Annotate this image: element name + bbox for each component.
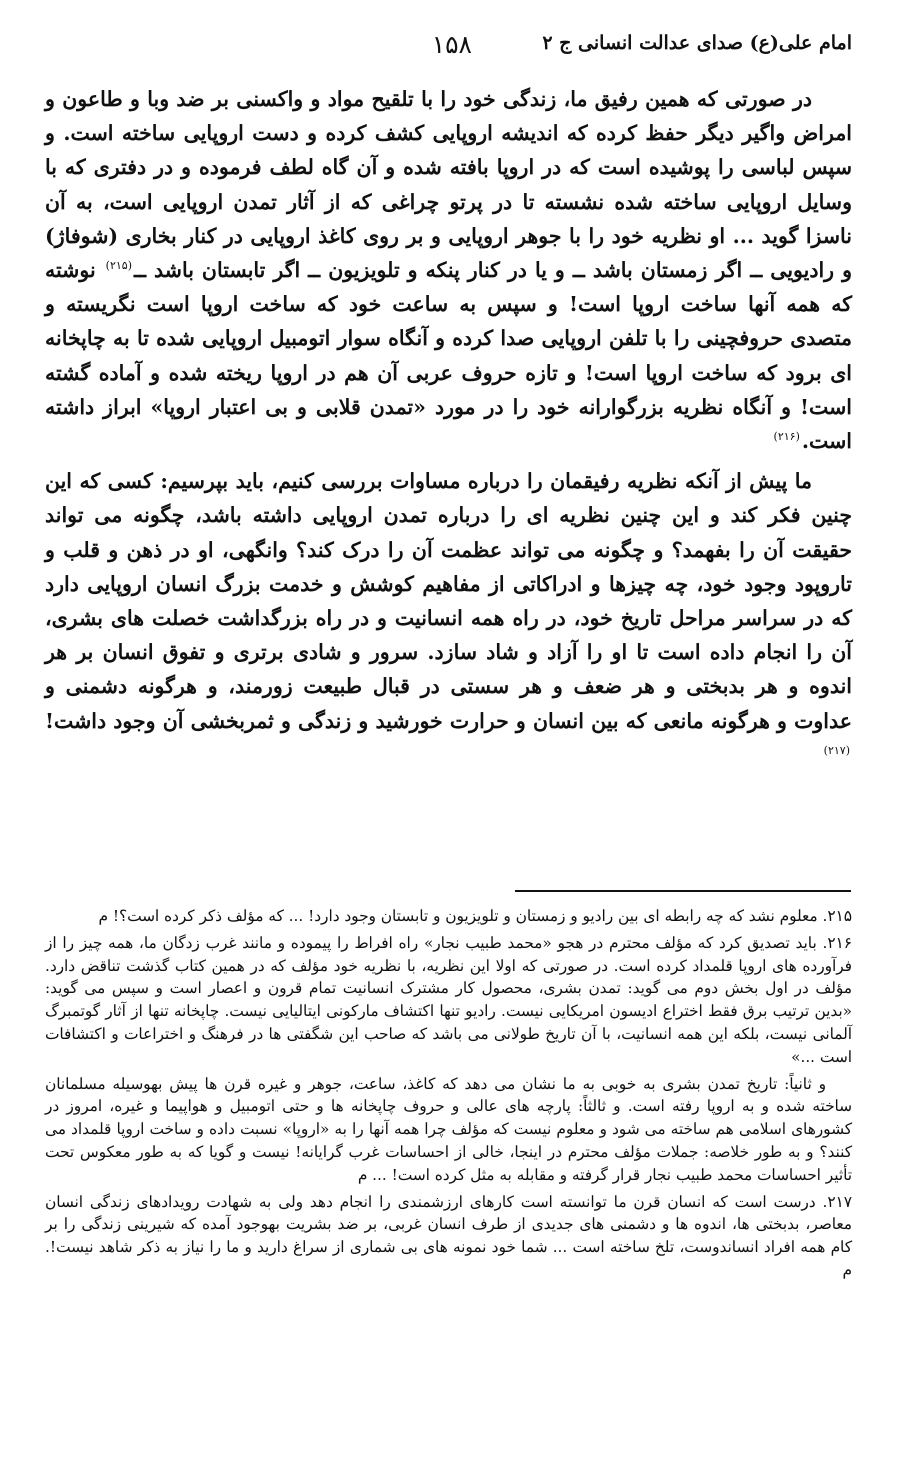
- paragraph-1: [45, 82, 852, 458]
- running-title: امام علی(ع) صدای عدالت انسانی ج ۲: [542, 32, 852, 54]
- paragraph-1-part-a: در صورتی که همین رفیق ما، زندگی خود را با تلقیح مواد و واکسنی بر ضد وبا و طاعون و امراض واگیر دیگر حفظ کرده که اندیشه اروپایی کشف کرده و دست اروپایی ساخته است. و سپس لباسی را پوشیده است که در اروپا بافته شده و آن گاه لطف فرموده و در دفتری که با وسایل اروپایی ساخته شده نشسته تا در پرتو چراغی که از آثار تمدن اروپایی است، به آن ناسزا گوید ... او نظریه خود را با جوهر اروپایی و بر روی کاغذ اروپایی در کنار بخاری (شوفاژ) و رادیویی ــ اگر زمستان باشد ــ و یا در کنار پنکه و تلویزیون ــ اگر تابستان باشد ــ: [45, 87, 852, 283]
- footnote-ref-217: (۲۱۷): [823, 744, 850, 758]
- paragraph-2: [45, 464, 852, 772]
- footnote-216-continued: و ثانیاً: تاریخ تمدن بشری به خوبی به ما نشان می دهد که کاغذ، ساعت، جوهر و غیره قرن ها پیش بهوسیله مسلمانان ساخته شده و به اروپا رفته است. و ثالثاً: پارچه های عالی و حروف چاپخانه ها و حتی اتومبیل و هواپیما و غیره، امروز در کشورهای اسلامی هم ساخته می شود و معلوم نیست که مؤلف چرا همه آنها را به «اروپا» نسبت داده و ساخت اروپا قلمداد می کنند؟ و به طور خلاصه: جملات مؤلف محترم در اینجا، خالی از احساسات غرب گرایانه! نیست و گویا که به طور معکوس تحت تأثیر احساسات محمد طبیب نجار قرار گرفته و مقابله به مثل کرده است! ... م: [45, 1074, 852, 1184]
- paragraph-1-part-b: نوشته که همه آنها ساخت اروپا است! و سپس به ساعت خود که ساخت اروپا است نگریسته و متصدی حروفچینی را با تلفن اروپایی صدا کرده و آنگاه سوار اتومبیل اروپایی شده تا به چاپخانه ای برود که ساخت اروپا است! و تازه حروف عربی آن هم در اروپا ریخته شده و آماده گشته است! و آنگاه نظریه بزرگوارانه خود را در مورد «تمدن قلابی و بی اعتبار اروپا» ابراز داشته است.: [45, 258, 853, 454]
- footnote-217: ۲۱۷. درست است که انسان قرن ما توانسته است کارهای ارزشمندی را انجام دهد ولی به شهادت رویدادهای زندگی انسان معاصر، بدبختی ها، اندوه ها و دشمنی های جدیدی از طرف انسان غربی، بر ضد بشریت بهوجود آمده که شیرینی زندگی را بر کام همه افراد انساندوست، تلخ ساخته است ... شما خود نمونه های بی شماری از سراغ دارید و ما را نیاز به ذکر شاهد نیست!. م: [45, 1192, 852, 1279]
- footnote-separator: [515, 890, 851, 892]
- footnote-ref-216: (۲۱۶): [773, 430, 800, 444]
- main-text: [45, 82, 852, 772]
- page-number: ۱۵۸: [431, 30, 472, 59]
- footnote-216: ۲۱۶. باید تصدیق کرد که مؤلف محترم در هجو «محمد طبیب نجار» راه افراط را پیموده و مانند غرب زدگان ما، همه چیز را از فرآورده های اروپا قلمداد کرده است. در صورتی که اولا این نظریه، با نظریه خود مؤلف که در همین کتاب گذشت تناقض دارد. مؤلف در اول بخش دوم می گوید: تمدن بشری، محصول کار مشترک انسانیت تمام قرون و اعصار است و سپس می گوید: «بدین ترتیب برق فقط اختراع ادیسون امریکایی نیست. رادیو تنها اکتشاف مارکونی ایتالیایی نیست. چاپخانه تنها از آثار گوتمبرگ آلمانی نیست، بلکه این همه انسانیت، با آن تاریخ طولانی می باشد که صاحب این شگفتی ها در فرهنگ و اختراعات و اکتشافات است ...»: [45, 933, 852, 1066]
- paragraph-2-text: ما پیش از آنکه نظریه رفیقمان را درباره مساوات بررسی کنیم، باید بپرسیم: کسی که این چنین فکر کند و این چنین نظریه ای را درباره تمدن اروپایی داشته باشد، چگونه می تواند حقیقت آن را بفهمد؟ و چگونه می تواند عظمت آن را درک کند؟ وانگهی، او در ذهن و قلب و تاروپود وجود خود، چه چیزها و ادراکاتی از مفاهیم کوشش و خدمت بزرگ انسان اروپایی دارد که در سراسر مراحل تاریخ خود، در راه همه انسانیت و در راه بزرگداشت خصلت های بشری، آن را انجام داده است تا او را آزاد و شاد سازد. سرور و شادی برتری و تفوق انسان بر هر اندوه و هر بدبختی و هر ضعف و هر سستی در قبال طبیعت زورمند، و هرگونه دشمنی و عداوت و هرگونه مانعی که بین انسان و حرارت خورشید و زندگی و ثمربخشی آن وجود داشت!: [45, 469, 852, 733]
- footnote-ref-215: (۲۱۵): [105, 259, 132, 273]
- page-header: [45, 32, 852, 68]
- footnotes: [45, 905, 852, 1286]
- footnote-215: ۲۱۵. معلوم نشد که چه رابطه ای بین رادیو و زمستان و تلویزیون و تابستان وجود دارد! ... که مؤلف ذکر کرده است؟! م: [98, 907, 852, 925]
